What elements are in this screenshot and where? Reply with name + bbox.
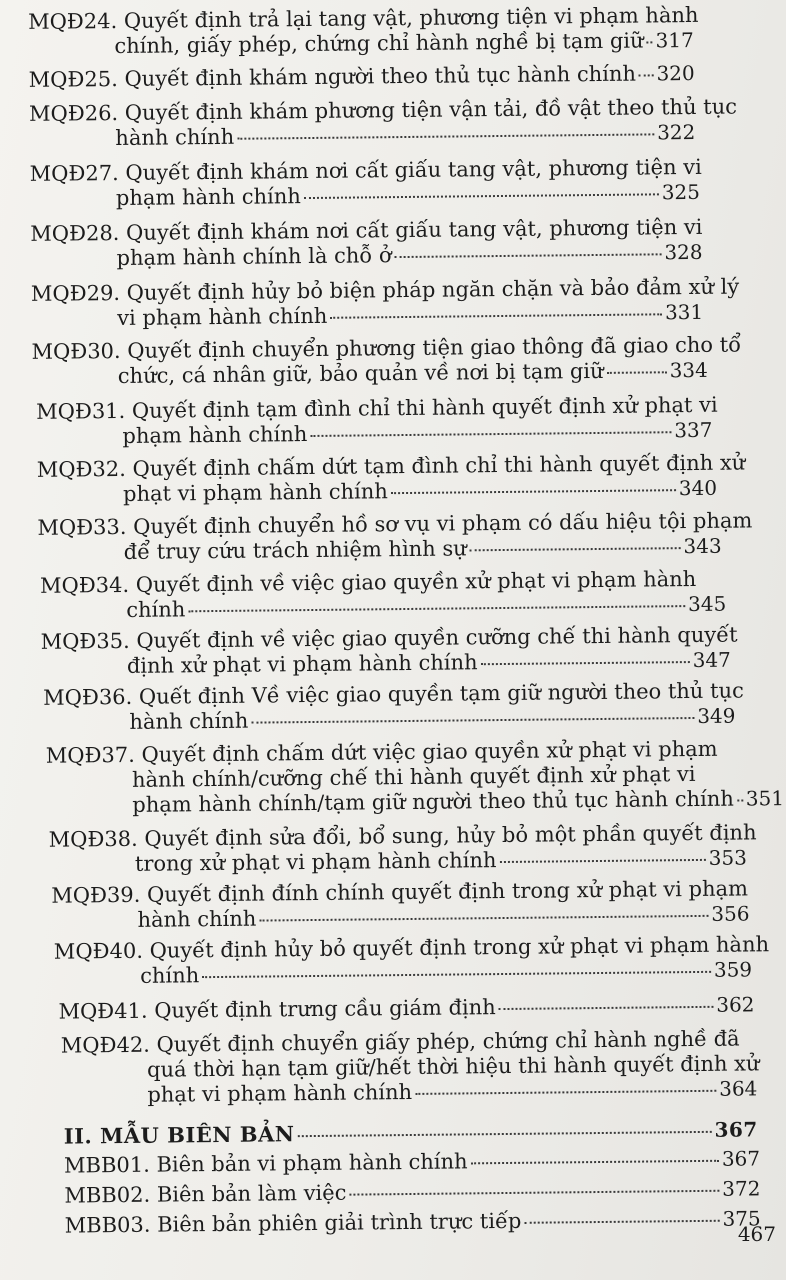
entry-code: MQĐ26. bbox=[28, 100, 119, 126]
toc-entry-mqd38 bbox=[48, 820, 757, 877]
entry-code: MQĐ39. bbox=[51, 882, 141, 908]
toc-entry-mqd37 bbox=[45, 736, 785, 819]
page-number: 343 bbox=[683, 533, 722, 559]
entry-title-line: vi phạm hành chính bbox=[117, 303, 328, 331]
toc-entry-mqd35 bbox=[40, 622, 738, 680]
dot-leader bbox=[647, 41, 653, 43]
dot-leader bbox=[500, 859, 706, 863]
page-number: 372 bbox=[722, 1176, 761, 1201]
entry-code: MQĐ31. bbox=[36, 398, 126, 424]
entry-code: MQĐ36. bbox=[43, 684, 133, 710]
entry-title-line: Quyết định khám người theo thủ tục hành chính bbox=[124, 61, 637, 91]
entry-title-line: Quyết định tạm đình chỉ thi hành quyết định xử phạt vi bbox=[131, 392, 718, 423]
entry-code: MBB02. bbox=[64, 1182, 151, 1208]
page-number: 340 bbox=[678, 475, 718, 501]
entry-title-line: Quyết định sửa đổi, bổ sung, hủy bỏ một phần quyết định bbox=[144, 820, 757, 851]
page-number: 320 bbox=[656, 60, 695, 86]
toc-entry-mbb03 bbox=[65, 1206, 761, 1238]
toc-entry-mqd26 bbox=[28, 94, 738, 152]
toc-entry-mqd42 bbox=[61, 1026, 758, 1108]
toc-entry-mbb02 bbox=[64, 1176, 760, 1208]
page-number: 375 bbox=[722, 1206, 761, 1231]
dot-leader bbox=[395, 253, 662, 258]
entry-title-line: Biên bản làm việc bbox=[156, 1180, 347, 1207]
entry-title-line: định xử phạt vi phạm hành chính bbox=[126, 650, 478, 678]
page-number: 322 bbox=[657, 119, 696, 145]
entry-title-line: hành chính bbox=[137, 906, 257, 932]
page-number: 359 bbox=[713, 957, 753, 982]
entry-title-line: chính bbox=[139, 963, 200, 988]
entry-title-line: phạt vi phạm hành chính bbox=[147, 1079, 413, 1107]
dot-leader bbox=[298, 1131, 712, 1137]
entry-title-line: trong xử phạt vi phạm hành chính bbox=[134, 848, 497, 876]
toc-entry-mqd28 bbox=[30, 215, 702, 272]
dot-leader bbox=[415, 1090, 716, 1095]
dot-leader bbox=[202, 971, 711, 978]
entry-title-line: Quyết định đính chính quyết định trong xử phạt vi phạm bbox=[146, 876, 749, 907]
entry-code: MQĐ34. bbox=[39, 572, 130, 598]
page-folio: 467 bbox=[737, 1222, 776, 1246]
page-number: 331 bbox=[664, 299, 704, 325]
page-number: 367 bbox=[721, 1146, 761, 1171]
dot-leader bbox=[251, 717, 694, 724]
dot-leader bbox=[349, 1190, 719, 1196]
entry-title-line: Quyết định chấm dứt tạm đình chỉ thi hành quyết định xử bbox=[132, 450, 746, 481]
entry-code: MQĐ27. bbox=[29, 160, 119, 186]
page-number: 347 bbox=[692, 647, 731, 673]
dot-leader bbox=[391, 489, 676, 494]
entry-code: MQĐ42. bbox=[60, 1032, 151, 1058]
toc-entry-mqd32 bbox=[36, 450, 746, 508]
entry-title-line: chính, giấy phép, chứng chỉ hành nghề bị tạm giữ bbox=[114, 28, 644, 59]
dot-leader bbox=[471, 1160, 719, 1165]
entry-title-line: Quyết định hủy bỏ biện pháp ngăn chặn và bảo đảm xử lý bbox=[126, 274, 740, 305]
page-number: 367 bbox=[714, 1117, 758, 1142]
entry-code: MQĐ33. bbox=[37, 514, 127, 540]
entry-code: MBB03. bbox=[64, 1212, 151, 1238]
dot-leader bbox=[499, 1006, 714, 1010]
dot-leader bbox=[330, 313, 662, 318]
page-number: 334 bbox=[669, 357, 708, 383]
toc-entry-mqd36 bbox=[43, 678, 744, 736]
entry-code: MBB01. bbox=[63, 1152, 150, 1178]
page-number: 345 bbox=[687, 591, 727, 617]
entry-title-line: Quết định Về việc giao quyền tạm giữ người theo thủ tục bbox=[138, 678, 744, 709]
entry-title-line: Quyết định khám phương tiện vận tải, đồ vật theo thủ tục bbox=[124, 94, 738, 125]
entry-code: MQĐ41. bbox=[58, 998, 148, 1024]
page-number: 337 bbox=[674, 417, 713, 443]
dot-leader bbox=[639, 74, 654, 76]
entry-title-line: Quyết định chuyển hồ sơ vụ vi phạm có dấu hiệu tội phạm bbox=[133, 508, 753, 539]
entry-title-line: phạm hành chính bbox=[122, 422, 308, 448]
dot-leader bbox=[470, 547, 681, 551]
dot-leader bbox=[310, 431, 671, 437]
entry-title-line: Quyết định chuyển giấy phép, chứng chỉ hành nghề đã bbox=[156, 1026, 740, 1057]
toc-entry-mqd34 bbox=[40, 567, 726, 624]
entry-code: MQĐ24. bbox=[27, 9, 118, 34]
dot-leader bbox=[737, 799, 743, 801]
entry-title-line: phạm hành chính/tạm giữ người theo thủ tục hành chính bbox=[132, 786, 734, 817]
toc-entry-mqd29 bbox=[30, 274, 740, 332]
page-number: 353 bbox=[708, 845, 748, 870]
entry-title-line: Biên bản vi phạm hành chính bbox=[156, 1149, 468, 1177]
toc-entry-mqd41 bbox=[58, 992, 754, 1024]
entry-title-line: phạt vi phạm hành chính bbox=[122, 479, 388, 506]
dot-leader bbox=[524, 1220, 719, 1224]
dot-leader bbox=[304, 193, 659, 199]
entry-code: MQĐ40. bbox=[53, 938, 144, 964]
toc-entry-mqd27 bbox=[30, 155, 700, 212]
dot-leader bbox=[237, 133, 654, 139]
entry-code: MQĐ30. bbox=[31, 338, 121, 364]
entry-title-line: quá thời hạn tạm giữ/hết thời hiệu thi hành quyết định xử bbox=[146, 1051, 760, 1082]
toc-entry-mqd30 bbox=[31, 332, 742, 390]
entry-title-line: để truy cứu trách nhiệm hình sự bbox=[123, 536, 467, 564]
toc-entry-mqd39 bbox=[51, 876, 749, 933]
page-number: 362 bbox=[716, 992, 755, 1017]
entry-title-line: chức, cá nhân giữ, bảo quản về nơi bị tạm giữ bbox=[117, 358, 604, 389]
page-number: 328 bbox=[664, 239, 703, 265]
entry-title-line: Biên bản phiên giải trình trực tiếp bbox=[157, 1208, 522, 1237]
entry-title-line: hành chính bbox=[129, 708, 249, 734]
entry-code: MQĐ35. bbox=[40, 628, 130, 654]
entry-code: MQĐ28. bbox=[30, 220, 120, 246]
toc-entry-mqd25 bbox=[29, 61, 695, 93]
entry-title-line: Quyết định hủy bỏ quyết định trong xử phạt vi phạm hành bbox=[149, 932, 770, 963]
entry-title-line: hành chính bbox=[115, 124, 235, 151]
toc-entry-mqd40 bbox=[53, 932, 770, 989]
page-number: 349 bbox=[697, 703, 736, 728]
dot-leader bbox=[607, 371, 667, 374]
entry-title-line: Quyết định khám nơi cất giấu tang vật, phương tiện vi bbox=[125, 214, 703, 245]
entry-title-line: Quyết định chấm dứt việc giao quyền xử phạt vi phạm bbox=[141, 736, 718, 767]
page-number: 325 bbox=[661, 179, 701, 205]
toc-entry-mqd24 bbox=[27, 2, 699, 60]
entry-title-line: Quyết định về việc giao quyền cưỡng chế thi hành quyết bbox=[136, 622, 738, 653]
entry-code: MQĐ37. bbox=[45, 742, 136, 768]
entry-code: MQĐ38. bbox=[48, 826, 138, 852]
entry-code: MQĐ32. bbox=[36, 456, 127, 482]
section-heading-records bbox=[64, 1116, 758, 1149]
toc-entry-mqd33 bbox=[37, 508, 753, 566]
entry-title-line: phạm hành chính bbox=[115, 184, 301, 211]
dot-leader bbox=[188, 605, 685, 612]
entry-title-line: Quyết định về việc giao quyền xử phạt vi phạm hành bbox=[135, 566, 697, 597]
page-number: 364 bbox=[719, 1076, 758, 1101]
entry-code: MQĐ25. bbox=[28, 67, 118, 92]
entry-title-line: Quyết định trả lại tang vật, phương tiện vi phạm hành bbox=[123, 2, 699, 33]
entry-title-line: Quyết định chuyển phương tiện giao thông đã giao cho tổ bbox=[127, 332, 742, 363]
entry-title-line: Quyết định trưng cầu giám định bbox=[154, 995, 496, 1023]
entry-code: MQĐ29. bbox=[30, 280, 121, 306]
page-number: 317 bbox=[655, 27, 694, 53]
entry-title-line: hành chính/cưỡng chế thi hành quyết định xử phạt vi bbox=[131, 761, 696, 792]
entry-title-line: phạm hành chính là chỗ ở bbox=[116, 243, 392, 271]
dot-leader bbox=[481, 661, 690, 665]
toc-entry-mbb01 bbox=[64, 1146, 760, 1178]
toc-entry-mqd31 bbox=[36, 392, 718, 450]
page-number: 351 bbox=[745, 786, 785, 811]
entry-title-line: Quyết định khám nơi cất giấu tang vật, phương tiện vi bbox=[125, 154, 702, 185]
entry-title-line: chính bbox=[126, 597, 186, 622]
page-number: 356 bbox=[711, 901, 750, 926]
dot-leader bbox=[259, 915, 708, 922]
section-title: II. MẪU BIÊN BẢN bbox=[63, 1121, 295, 1149]
